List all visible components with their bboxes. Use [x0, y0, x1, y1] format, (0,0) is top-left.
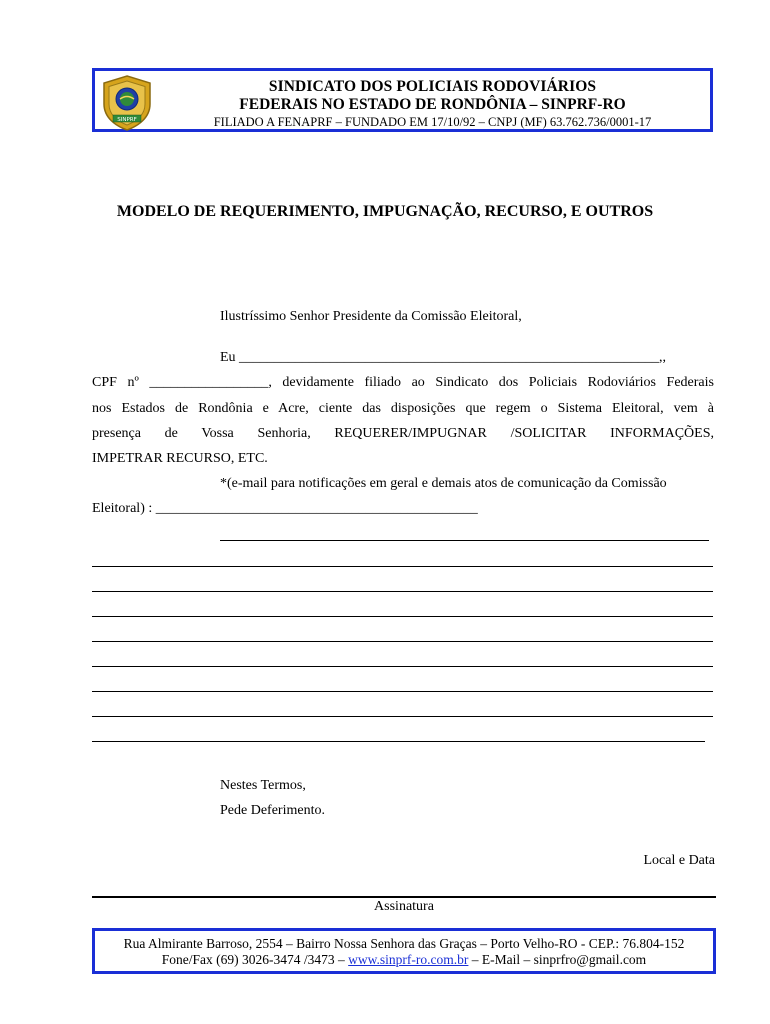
letterhead-line-3: FILIADO A FENAPRF – FUNDADO EM 17/10/92 – CNPJ (MF) 63.762.736/0001-17 [213, 115, 652, 129]
letterhead-line-2: FEDERAIS NO ESTADO DE RONDÔNIA – SINPRF-RO [239, 96, 626, 113]
body-paragraph-line-1: CPF nº _________________, devidamente filiado ao Sindicato dos Policiais Rodoviários Federais [92, 375, 714, 390]
blank-line [92, 741, 705, 742]
blank-line [92, 666, 713, 667]
blank-line [92, 641, 713, 642]
letterhead-line-1: SINDICATO DOS POLICIAIS RODOVIÁRIOS [268, 78, 597, 95]
name-field-line: Eu ____________________________________________________________,, [220, 350, 667, 365]
document-title: MODELO DE REQUERIMENTO, IMPUGNAÇÃO, RECURSO, E OUTROS [116, 203, 654, 220]
footer-email: – E-Mail – sinprfro@gmail.com [468, 952, 647, 967]
emblem-text: SINPRF [117, 117, 137, 123]
salutation: Ilustríssimo Senhor Presidente da Comissão Eleitoral, [220, 309, 522, 324]
footer-contact [95, 952, 713, 968]
signature-label: Assinatura [374, 899, 434, 914]
footer-phone: Fone/Fax (69) 3026-3474 /3473 – [161, 952, 349, 967]
blank-line [92, 566, 713, 567]
letterhead-box [92, 68, 713, 132]
blank-line [92, 616, 713, 617]
footer-address: Rua Almirante Barroso, 2554 – Bairro Nossa Senhora das Graças – Porto Velho-RO - CEP.: 76.804-152 [123, 936, 685, 951]
blank-line [220, 540, 709, 541]
local-date-label: Local e Data [643, 853, 715, 868]
website-link[interactable]: www.sinprf-ro.com.br [348, 952, 469, 967]
body-paragraph-line-4: IMPETRAR RECURSO, ETC. [92, 451, 268, 466]
body-paragraph-line-2: nos Estados de Rondônia e Acre, ciente das disposições que regem o Sistema Eleitoral, vem à [92, 401, 714, 416]
email-note-line-1: *(e-mail para notificações em geral e demais atos de comunicação da Comissão [220, 476, 667, 491]
police-shield-emblem-icon [98, 74, 156, 132]
blank-line [92, 591, 713, 592]
footer-box [92, 928, 716, 974]
body-paragraph-line-3: presença de Vossa Senhoria, REQUERER/IMPUGNAR /SOLICITAR INFORMAÇÕES, [92, 426, 714, 441]
blank-line [92, 716, 713, 717]
email-note-line-2: Eleitoral) : ______________________________________________ [92, 501, 478, 516]
closing-line-1: Nestes Termos, [220, 778, 306, 793]
blank-line [92, 691, 713, 692]
closing-line-2: Pede Deferimento. [220, 803, 325, 818]
